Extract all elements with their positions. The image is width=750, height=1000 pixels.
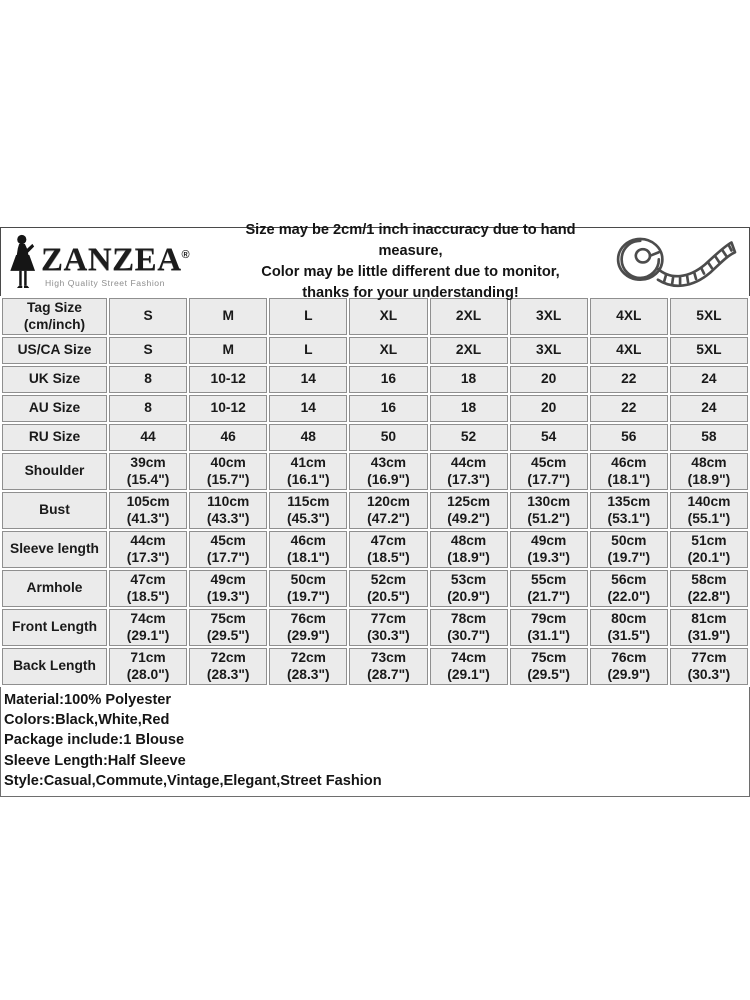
size-cell: 110cm (43.3"): [189, 492, 267, 529]
size-cell: 51cm (20.1"): [670, 531, 748, 568]
size-cell: 16: [349, 366, 427, 393]
size-cell: S: [109, 337, 187, 364]
size-cell: 77cm (30.3"): [349, 609, 427, 646]
size-cell: L: [269, 337, 347, 364]
table-row: [2, 453, 748, 490]
size-cell: 47cm (18.5"): [349, 531, 427, 568]
size-cell: 53cm (20.9"): [430, 570, 508, 607]
size-cell: 16: [349, 395, 427, 422]
size-cell: 74cm (29.1"): [430, 648, 508, 685]
size-cell: 18: [430, 395, 508, 422]
table-row: [2, 395, 748, 422]
size-cell: 58cm (22.8"): [670, 570, 748, 607]
notice-line: Size may be 2cm/1 inch inaccuracy due to hand measure,: [245, 222, 576, 259]
detail-package: Package include:1 Blouse: [4, 732, 185, 749]
size-cell: 50cm (19.7"): [269, 570, 347, 607]
size-cell: 76cm (29.9"): [269, 609, 347, 646]
row-label: RU Size: [2, 424, 107, 451]
size-cell: 125cm (49.2"): [430, 492, 508, 529]
size-cell: 22: [590, 366, 668, 393]
row-label: Front Length: [2, 609, 107, 646]
size-cell: 4XL: [590, 337, 668, 364]
size-cell: 49cm (19.3"): [510, 531, 588, 568]
row-label: AU Size: [2, 395, 107, 422]
size-cell: 5XL: [670, 298, 748, 335]
size-cell: S: [109, 298, 187, 335]
size-cell: 40cm (15.7"): [189, 453, 267, 490]
size-cell: 8: [109, 366, 187, 393]
size-cell: 72cm (28.3"): [269, 648, 347, 685]
size-cell: 2XL: [430, 337, 508, 364]
row-label: Shoulder: [2, 453, 107, 490]
size-cell: 135cm (53.1"): [590, 492, 668, 529]
size-cell: 71cm (28.0"): [109, 648, 187, 685]
size-cell: 46cm (18.1"): [269, 531, 347, 568]
size-cell: L: [269, 298, 347, 335]
size-cell: 3XL: [510, 298, 588, 335]
size-cell: XL: [349, 298, 427, 335]
row-label: Bust: [2, 492, 107, 529]
size-cell: 79cm (31.1"): [510, 609, 588, 646]
size-cell: 8: [109, 395, 187, 422]
detail-colors: Colors:Black,White,Red: [4, 712, 170, 729]
size-cell: 24: [670, 366, 748, 393]
table-row: [2, 492, 748, 529]
size-cell: 73cm (28.7"): [349, 648, 427, 685]
size-chart-sheet: [0, 222, 750, 797]
size-cell: 54: [510, 424, 588, 451]
size-cell: 75cm (29.5"): [510, 648, 588, 685]
size-cell: 18: [430, 366, 508, 393]
size-cell: 50: [349, 424, 427, 451]
size-cell: 50cm (19.7"): [590, 531, 668, 568]
size-table-body: [2, 298, 748, 685]
registered-mark: ®: [181, 249, 191, 262]
table-row: [2, 531, 748, 568]
brand-name: ZANZEA®: [41, 242, 191, 279]
size-cell: 52cm (20.5"): [349, 570, 427, 607]
row-label: Back Length: [2, 648, 107, 685]
brand-logo: [9, 233, 214, 291]
size-cell: 49cm (19.3"): [189, 570, 267, 607]
size-cell: 72cm (28.3"): [189, 648, 267, 685]
table-row: [2, 337, 748, 364]
size-cell: 48cm (18.9"): [430, 531, 508, 568]
size-cell: 140cm (55.1"): [670, 492, 748, 529]
size-cell: 46cm (18.1"): [590, 453, 668, 490]
table-row: [2, 609, 748, 646]
size-cell: 78cm (30.7"): [430, 609, 508, 646]
size-cell: 10-12: [189, 395, 267, 422]
size-cell: 14: [269, 366, 347, 393]
detail-material: Material:100% Polyester: [4, 692, 172, 708]
table-row: [2, 366, 748, 393]
table-row: [2, 648, 748, 685]
size-cell: 47cm (18.5"): [109, 570, 187, 607]
size-cell: 2XL: [430, 298, 508, 335]
size-cell: 44cm (17.3"): [109, 531, 187, 568]
row-label: US/CA Size: [2, 337, 107, 364]
size-cell: 43cm (16.9"): [349, 453, 427, 490]
size-cell: 80cm (31.5"): [590, 609, 668, 646]
table-row: [2, 570, 748, 607]
notice-line: Color may be little different due to monitor,: [261, 264, 560, 280]
notice-line: thanks for your understanding!: [302, 285, 519, 301]
brand-tagline: High Quality Street Fashion: [45, 278, 165, 289]
size-cell: 81cm (31.9"): [670, 609, 748, 646]
size-cell: 48cm (18.9"): [670, 453, 748, 490]
size-cell: 130cm (51.2"): [510, 492, 588, 529]
size-cell: 56: [590, 424, 668, 451]
row-label: Tag Size (cm/inch): [2, 298, 107, 335]
size-cell: 45cm (17.7"): [189, 531, 267, 568]
size-cell: 10-12: [189, 366, 267, 393]
size-cell: 46: [189, 424, 267, 451]
woman-silhouette-icon: [9, 233, 39, 291]
size-cell: 105cm (41.3"): [109, 492, 187, 529]
size-cell: 41cm (16.1"): [269, 453, 347, 490]
size-cell: 115cm (45.3"): [269, 492, 347, 529]
measuring-tape-icon: [607, 231, 739, 293]
size-table: [0, 296, 750, 687]
size-cell: 76cm (29.9"): [590, 648, 668, 685]
size-cell: 3XL: [510, 337, 588, 364]
size-cell: 77cm (30.3"): [670, 648, 748, 685]
size-cell: M: [189, 298, 267, 335]
brand-text: [41, 244, 190, 291]
size-cell: 4XL: [590, 298, 668, 335]
row-label: Armhole: [2, 570, 107, 607]
size-cell: 48: [269, 424, 347, 451]
size-cell: M: [189, 337, 267, 364]
size-cell: XL: [349, 337, 427, 364]
detail-sleeve-length: Sleeve Length:Half Sleeve: [4, 752, 186, 769]
size-cell: 44cm (17.3"): [430, 453, 508, 490]
table-row: [2, 424, 748, 451]
product-details: [0, 687, 750, 797]
size-cell: 58: [670, 424, 748, 451]
size-cell: 55cm (21.7"): [510, 570, 588, 607]
size-cell: 52: [430, 424, 508, 451]
header: [0, 222, 750, 301]
size-cell: 45cm (17.7"): [510, 453, 588, 490]
detail-style: Style:Casual,Commute,Vintage,Elegant,Street Fashion: [4, 772, 382, 789]
size-cell: 22: [590, 395, 668, 422]
size-cell: 39cm (15.4"): [109, 453, 187, 490]
size-cell: 75cm (29.5"): [189, 609, 267, 646]
size-cell: 56cm (22.0"): [590, 570, 668, 607]
row-label: UK Size: [2, 366, 107, 393]
size-cell: 14: [269, 395, 347, 422]
size-cell: 24: [670, 395, 748, 422]
size-cell: 44: [109, 424, 187, 451]
size-cell: 5XL: [670, 337, 748, 364]
size-cell: 20: [510, 366, 588, 393]
size-notice: [214, 220, 607, 304]
size-cell: 74cm (29.1"): [109, 609, 187, 646]
row-label: Sleeve length: [2, 531, 107, 568]
size-cell: 120cm (47.2"): [349, 492, 427, 529]
size-cell: 20: [510, 395, 588, 422]
